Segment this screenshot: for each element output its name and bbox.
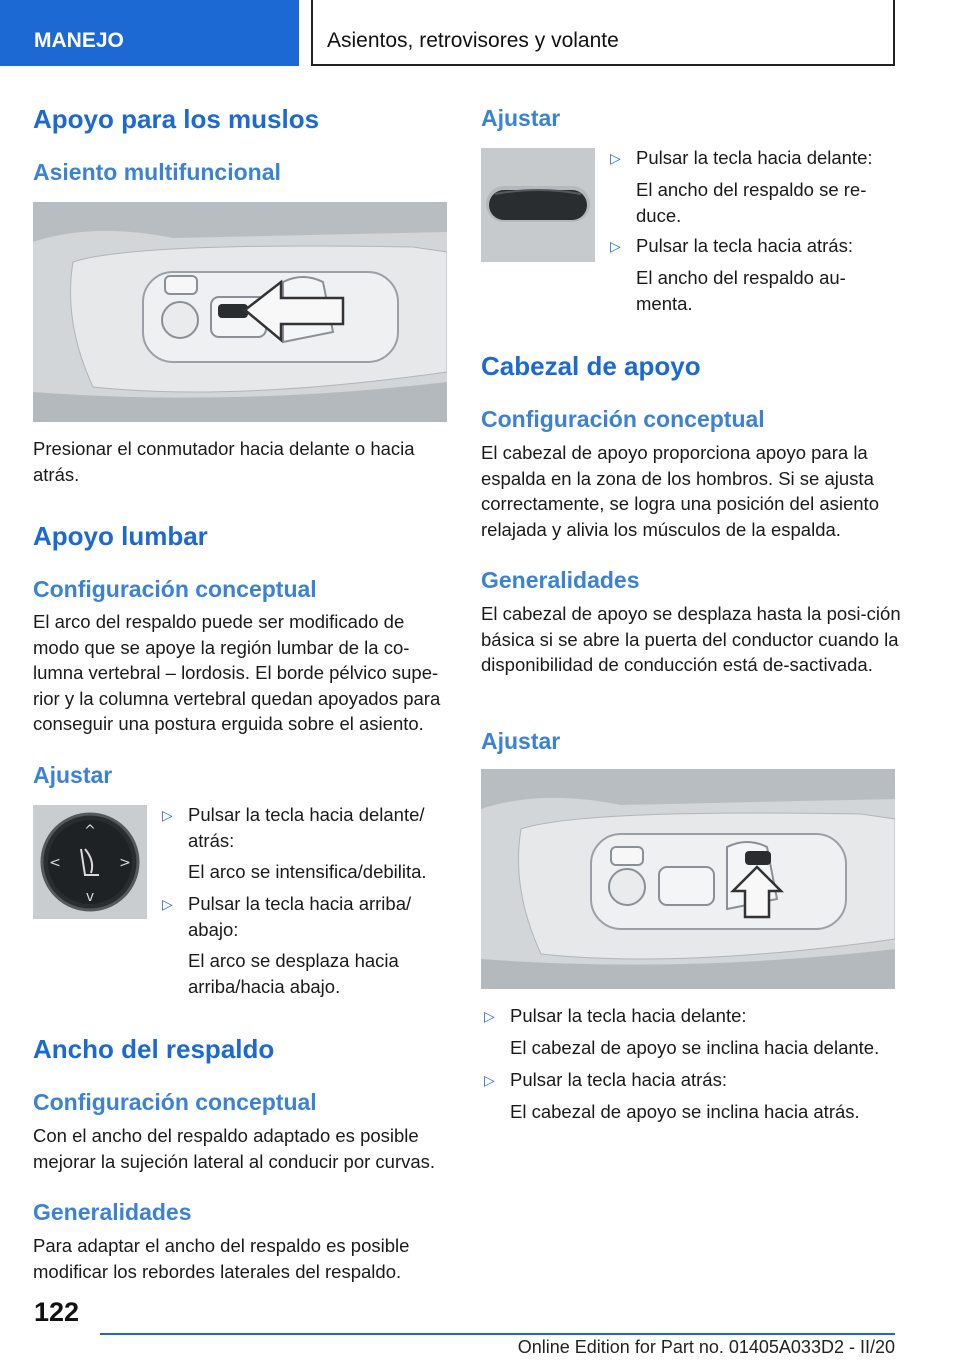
head-bullet-1-action: Pulsar la tecla hacia delante: [510,1005,747,1026]
head-bullet-2-action: Pulsar la tecla hacia atrás: [510,1069,727,1090]
svg-text:^: ^ [84,823,96,839]
subheading-head-adjust: Ajustar [481,728,561,754]
heading-headrest: Cabezal de apoyo [481,351,701,381]
width-bullet-1-result: El ancho del respaldo se re‐duce. [636,179,867,226]
width-bullet-1-action: Pulsar la tecla hacia delante: [636,147,873,168]
bullet-triangle-icon: ▷ [484,1072,495,1088]
heading-thigh-support: Apoyo para los muslos [33,104,320,134]
section-tab: MANEJO [0,0,299,66]
bullet-triangle-icon: ▷ [484,1008,495,1024]
heading-lumbar-support: Apoyo lumbar [33,521,208,551]
head-bullet-1-result: El cabezal de apoyo se inclina hacia delante. [510,1037,880,1058]
svg-text:<: < [49,855,61,871]
subheading-head-concept: Configuración conceptual [481,406,765,432]
width-switch-photo [481,148,595,262]
subheading-multifunction-seat: Asiento multifuncional [33,159,281,185]
seat-switch-photo-headrest [481,769,895,989]
text-head-general: El cabezal de apoyo se desplaza hasta la posi‐ción básica si se abre la puerta del conductor cuando la disponibilidad de conducción está de‐sactivada. [481,603,901,675]
svg-text:v: v [85,889,95,905]
lumbar-controller-photo [33,805,147,919]
page-header [0,0,960,66]
lumbar-bullet-1-result: El arco se intensifica/debilita. [188,861,427,882]
lumbar-bullet-2-result: El arco se desplaza hacia arriba/hacia abajo. [188,950,399,997]
footer-rule [100,1333,895,1335]
head-bullet-2-result: El cabezal de apoyo se inclina hacia atrás. [510,1101,860,1122]
chapter-title: Asientos, retrovisores y volante [311,0,895,66]
subheading-width-general: Generalidades [33,1199,192,1225]
subheading-width-concept: Configuración conceptual [33,1089,317,1115]
bullet-triangle-icon: ▷ [162,807,173,823]
page-number: 122 [34,1297,80,1327]
text-lumbar-concept: El arco del respaldo puede ser modificado de modo que se apoye la región lumbar de la co‐lumna vertebral – lordosis. El borde pélvico supe‐rior y la columna vertebral quedan apoyados para conseguir una postura erguida sobre el asiento. [33,611,441,734]
svg-text:>: > [119,855,131,871]
text-width-concept: Con el ancho del respaldo adaptado es posible mejorar la sujeción lateral al conducir por curvas. [33,1125,436,1172]
subheading-lumbar-adjust: Ajustar [33,762,113,788]
subheading-lumbar-concept: Configuración conceptual [33,576,317,602]
text-width-general: Para adaptar el ancho del respaldo es posible modificar los rebordes laterales del respaldo. [33,1235,410,1282]
lumbar-bullet-1-action: Pulsar la tecla hacia delante/ atrás: [188,804,425,851]
bullet-triangle-icon: ▷ [610,150,621,166]
width-bullet-2-action: Pulsar la tecla hacia atrás: [636,235,853,256]
text-thigh-support: Presionar el conmutador hacia delante o hacia atrás. [33,438,415,485]
edition-note: Online Edition for Part no. 01405A033D2 - II/20 [517,1337,895,1357]
subheading-head-general: Generalidades [481,567,640,593]
subheading-width-adjust: Ajustar [481,105,561,131]
heading-backrest-width: Ancho del respaldo [33,1034,275,1064]
bullet-triangle-icon: ▷ [162,896,173,912]
width-bullet-2-result: El ancho del respaldo au‐menta. [636,267,846,314]
text-head-concept: El cabezal de apoyo proporciona apoyo para la espalda en la zona de los hombros. Si se ajusta correctamente, se logra una posición del asiento relajada y alivia los músculos de la espalda. [481,442,879,540]
seat-switch-photo-thigh [33,202,447,422]
lumbar-bullet-2-action: Pulsar la tecla hacia arriba/ abajo: [188,893,412,940]
bullet-triangle-icon: ▷ [610,238,621,254]
